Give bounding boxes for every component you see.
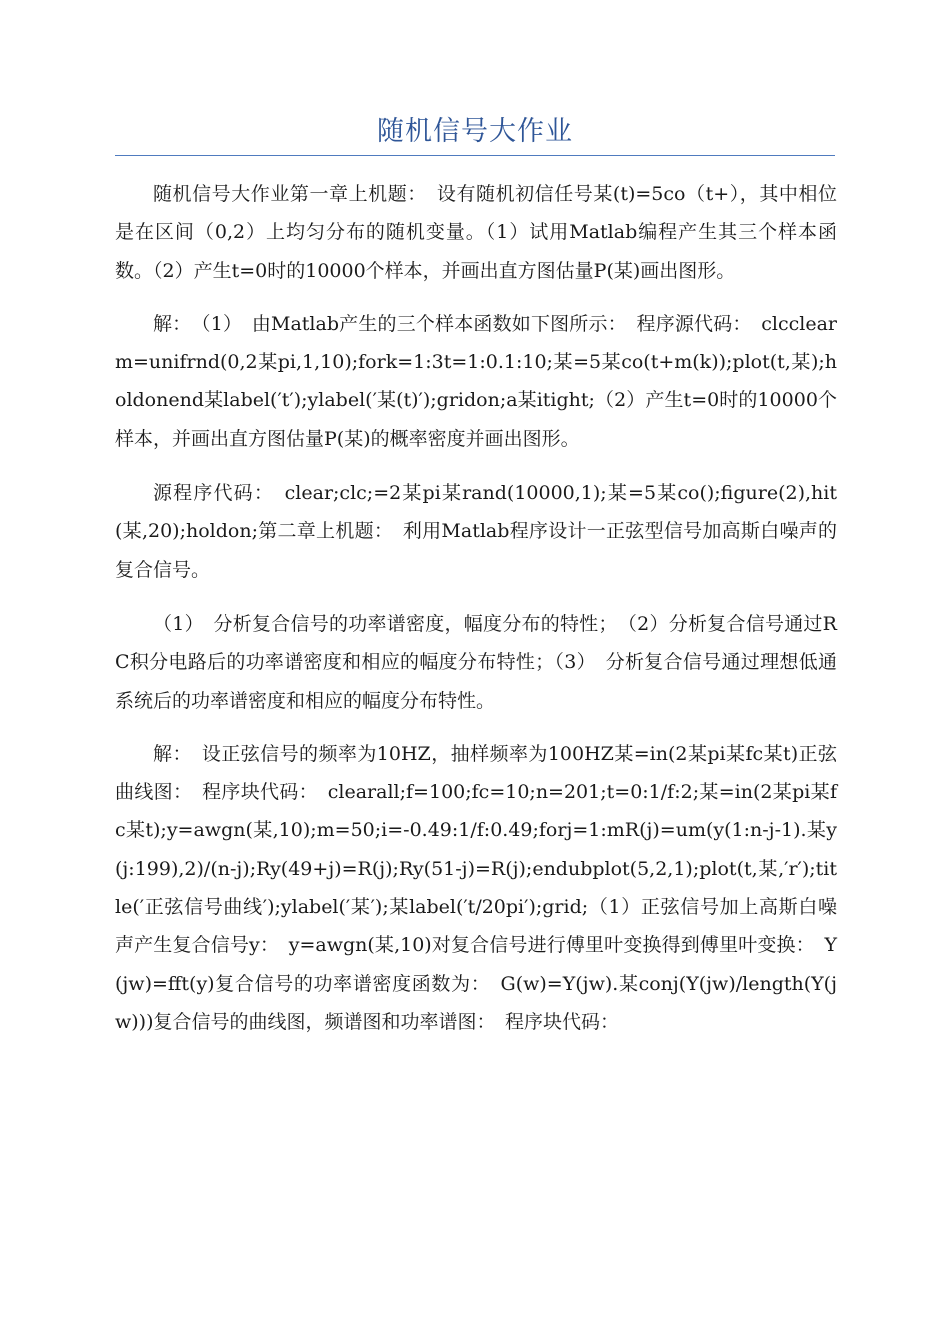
paragraph-source-code: 源程序代码： clear;clc;=2某pi某rand(10000,1);某=5某co();figure(2),hit(某,20);holdon;第二章上机题： 利用Matlab程序设计一正弦型信号加高斯白噪声的复合信号。 (115, 482, 837, 581)
paragraph-solution-2: 解： 设正弦信号的频率为10HZ，抽样频率为100HZ某=in(2某pi某fc某t)正弦曲线图： 程序块代码： clearall;f=100;fc=10;n=201;t=0:1/f:2;某=in(2某pi某fc某t);y=awgn(某,10);m=50;i=-0.49:1/f:0.49;forj=1:mR(j)=um(y(1:n-j-1).某y(j:199),2)/(n-j);Ry(49+j)=R(j);Ry(51-j)=R(j);endubplot(5,2,1);plot(t,某,′r′);title(′正弦信号曲线′);ylabel(′某′);某label(′t/20pi′);grid;（1）正弦信号加上高斯白噪声产生复合信号y： y=awgn(某,10)对复合信号进行傅里叶变换得到傅里叶变换： Y(jw)=fft(y)复合信号的功率谱密度函数为： G(w)=Y(jw).某conj(Y(jw)/length(Y(jw)))复合信号的曲线图，频谱图和功率谱图： 程序块代码： (115, 742, 837, 1033)
paragraph-tasks: （1） 分析复合信号的功率谱密度，幅度分布的特性； （2）分析复合信号通过RC积分电路后的功率谱密度和相应的幅度分布特性；（3） 分析复合信号通过理想低通系统后的功率谱密度和相应的幅度分布特性。 (115, 612, 837, 712)
paragraph-chapter1-problem: 随机信号大作业第一章上机题： 设有随机初信任号某(t)=5co（t+），其中相位是在区间（0,2）上均匀分布的随机变量。（1）试用Matlab编程产生其三个样本函数。（2）产生t=0时的10000个样本，并画出直方图估量P(某)画出图形。 (115, 183, 837, 282)
paragraph-solution-1: 解： （1） 由Matlab产生的三个样本函数如下图所示： 程序源代码： clcclearm=unifrnd(0,2某pi,1,10);fork=1:3t=1:0.1:10;某=5某co(t+m(k));plot(t,某);holdonend某label(′t′);ylabel(′某(t)′);gridon;a某itight;（2）产生t=0时的10000个样本，并画出直方图估量P(某)的概率密度并画出图形。 (115, 312, 837, 450)
title-underline (115, 155, 835, 156)
document-body (115, 175, 837, 1057)
document-title: 随机信号大作业 (377, 116, 573, 147)
